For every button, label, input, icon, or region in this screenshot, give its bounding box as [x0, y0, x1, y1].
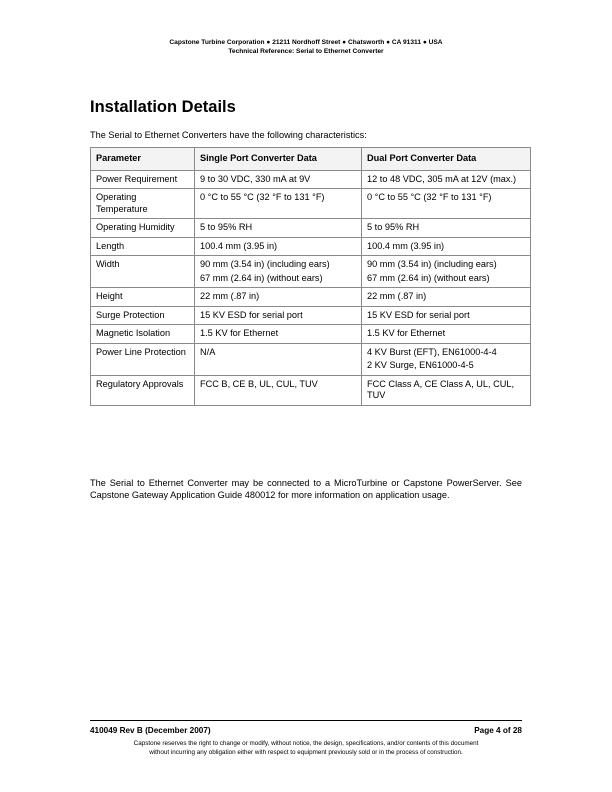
table-row	[91, 219, 531, 238]
single-port-cell	[195, 237, 362, 256]
column-header-parameter: Parameter	[91, 148, 195, 171]
single-port-cell	[195, 219, 362, 238]
document-subtitle: Technical Reference: Serial to Ethernet Converter	[228, 48, 384, 55]
page-header	[0, 38, 612, 56]
column-header-dual-port: Dual Port Converter Data	[362, 148, 531, 171]
disclaimer-line: without incurring any obligation either with respect to equipment previously sold or in the process of construction.	[149, 748, 463, 756]
table-row	[91, 170, 531, 189]
table-row	[91, 343, 531, 375]
dual-port-value: 100.4 mm (3.95 in)	[367, 240, 445, 251]
single-port-cell	[195, 306, 362, 325]
single-port-cell	[195, 256, 362, 288]
dual-port-cell	[362, 256, 531, 288]
single-port-value: 15 KV ESD for serial port	[200, 309, 303, 320]
dual-port-cell	[362, 325, 531, 344]
single-port-value: 5 to 95% RH	[200, 222, 253, 232]
table-row	[91, 256, 531, 288]
single-port-cell	[195, 375, 362, 405]
dual-port-cell	[362, 288, 531, 307]
parameter-cell: Power Line Protection	[91, 343, 195, 375]
parameter-cell: Width	[91, 256, 195, 288]
single-port-cell	[195, 189, 362, 219]
dual-port-cell	[362, 306, 531, 325]
table-row	[91, 189, 531, 219]
single-port-value: 22 mm (.87 in)	[200, 291, 260, 301]
single-port-value: 0 °C to 55 °C (32 °F to 131 °F)	[200, 192, 325, 202]
section-title: Installation Details	[90, 98, 236, 116]
single-port-value: 1.5 KV for Ethernet	[200, 328, 279, 338]
parameter-cell: Height	[91, 288, 195, 307]
table-header-row	[91, 148, 531, 171]
table-body	[91, 170, 531, 405]
table-row	[91, 306, 531, 325]
dual-port-cell	[362, 189, 531, 219]
page-number: Page 4 of 28	[474, 726, 522, 735]
table-row	[91, 375, 531, 405]
parameter-cell: Regulatory Approvals	[91, 375, 195, 405]
footer-divider	[90, 720, 522, 721]
section-intro: The Serial to Ethernet Converters have the following characteristics:	[90, 130, 367, 140]
company-address: Capstone Turbine Corporation ● 21211 Nordhoff Street ● Chatsworth ● CA 91311 ● USA	[169, 39, 443, 46]
single-port-cell	[195, 170, 362, 189]
parameter-cell: Length	[91, 237, 195, 256]
document-revision: 410049 Rev B (December 2007)	[90, 726, 211, 735]
parameter-cell: Operating Humidity	[91, 219, 195, 238]
table-row	[91, 288, 531, 307]
dual-port-cell	[362, 219, 531, 238]
parameter-cell: Operating Temperature	[91, 189, 195, 219]
single-port-value: 100.4 mm (3.95 in)	[200, 240, 278, 251]
dual-port-cell	[362, 343, 531, 375]
single-port-value: FCC B, CE B, UL, CUL, TUV	[200, 378, 318, 389]
connection-paragraph: The Serial to Ethernet Converter may be connected to a MicroTurbine or Capstone PowerServer. See Capstone Gateway Application Guide 480012 for more information on application usage.	[90, 478, 522, 500]
dual-port-value: 90 mm (3.54 in) (including ears)	[367, 259, 497, 269]
single-port-value: 90 mm (3.54 in) (including ears)	[200, 259, 330, 269]
dual-port-cell	[362, 375, 531, 405]
dual-port-value: 67 mm (2.64 in) (without ears)	[367, 272, 490, 283]
dual-port-value: FCC Class A, CE Class A, UL, CUL, TUV	[367, 378, 515, 400]
single-port-cell	[195, 288, 362, 307]
disclaimer-line: Capstone reserves the right to change or modify, without notice, the design, specifications, and/or contents of this document	[133, 740, 479, 747]
dual-port-cell	[362, 170, 531, 189]
page-footer	[90, 726, 522, 735]
dual-port-cell	[362, 237, 531, 256]
parameter-cell: Magnetic Isolation	[91, 325, 195, 344]
single-port-value: N/A	[200, 346, 216, 357]
single-port-value: 67 mm (2.64 in) (without ears)	[200, 272, 323, 283]
table-row	[91, 237, 531, 256]
table-row	[91, 325, 531, 344]
footer-disclaimer	[90, 740, 522, 757]
dual-port-value: 22 mm (.87 in)	[367, 291, 427, 301]
parameter-cell: Surge Protection	[91, 306, 195, 325]
dual-port-value: 4 KV Burst (EFT), EN61000-4-4	[367, 346, 497, 357]
dual-port-value: 15 KV ESD for serial port	[367, 309, 470, 320]
column-header-single-port: Single Port Converter Data	[195, 148, 362, 171]
single-port-cell	[195, 325, 362, 344]
dual-port-value: 0 °C to 55 °C (32 °F to 131 °F)	[367, 192, 492, 202]
single-port-value: 9 to 30 VDC, 330 mA at 9V	[200, 173, 311, 184]
single-port-cell	[195, 343, 362, 375]
parameter-cell: Power Requirement	[91, 170, 195, 189]
specifications-table	[90, 147, 531, 406]
dual-port-value: 12 to 48 VDC, 305 mA at 12V (max.)	[367, 173, 517, 184]
dual-port-value: 5 to 95% RH	[367, 222, 420, 232]
dual-port-value: 2 KV Surge, EN61000-4-5	[367, 360, 474, 370]
dual-port-value: 1.5 KV for Ethernet	[367, 328, 446, 338]
